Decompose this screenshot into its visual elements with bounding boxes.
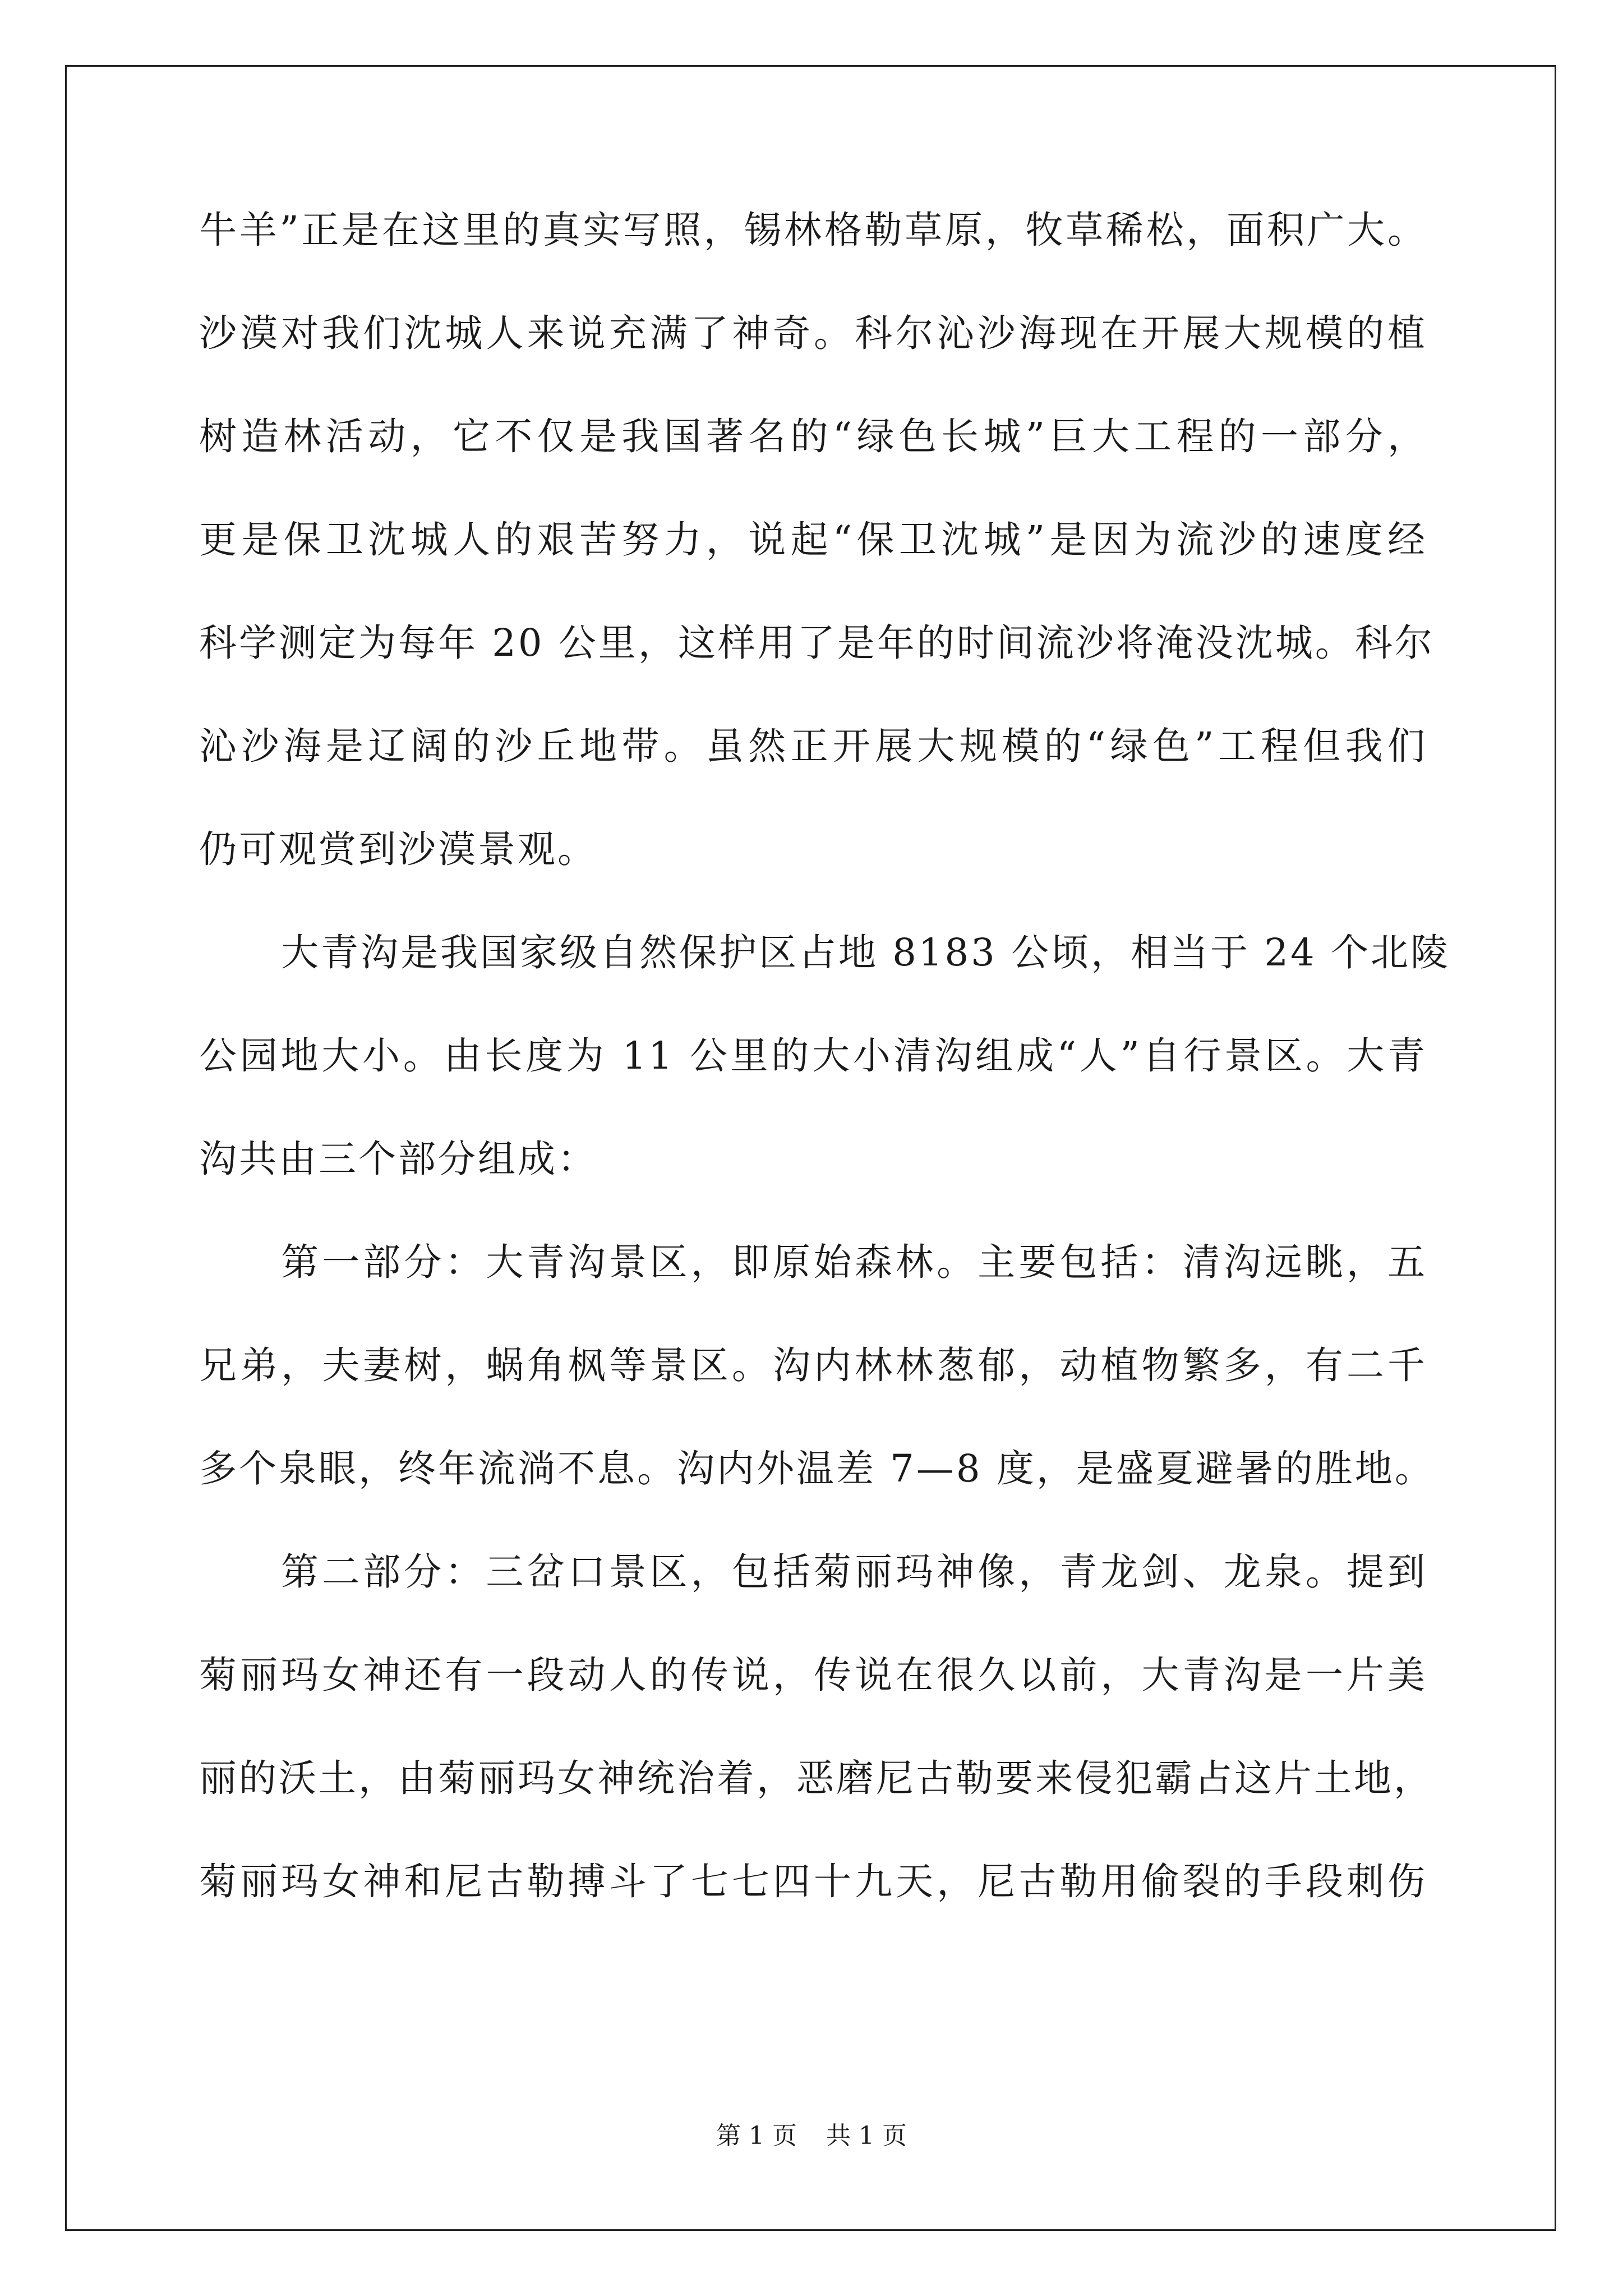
document-body: [199, 205, 1450, 1959]
text-line: 科学测定为每年 20 公里，这样用了是年的时间流沙将淹没沈城。科尔: [199, 621, 1435, 665]
paragraph-first-line: 第二部分：三岔口景区，包括菊丽玛神像，青龙剑、龙泉。提到: [281, 1550, 1427, 1594]
text-line: 牛羊”正是在这里的真实写照，锡林格勒草原，牧草稀松，面积广大。: [199, 208, 1427, 252]
text-line: 多个泉眼，终年流淌不息。沟内外温差 7—8 度，是盛夏避暑的胜地。: [199, 1447, 1435, 1490]
text-line: 公园地大小。由长度为 11 公里的大小清沟组成“人”自行景区。大青: [199, 1034, 1427, 1078]
page-total: 共 1 页: [826, 2122, 907, 2150]
paragraph-first-line: 大青沟是我国家级自然保护区占地 8183 公顷，相当于 24 个北陵: [281, 931, 1450, 974]
text-line: 菊丽玛女神还有一段动人的传说，传说在很久以前，大青沟是一片美: [199, 1653, 1427, 1697]
page-number: 第 1 页: [716, 2122, 797, 2150]
text-line: 兄弟，夫妻树，蜗角枫等景区。沟内林林葱郁，动植物繁多，有二千: [199, 1343, 1427, 1387]
text-line: 树造林活动，它不仅是我国著名的“绿色长城”巨大工程的一部分，: [199, 415, 1427, 458]
text-line: 菊丽玛女神和尼古勒搏斗了七七四十九天，尼古勒用偷裂的手段刺伤: [199, 1860, 1427, 1903]
text-line: 沙漠对我们沈城人来说充满了神奇。科尔沁沙海现在开展大规模的植: [199, 311, 1427, 355]
text-line: 仍可观赏到沙漠景观。: [199, 827, 597, 871]
text-line: 沟共由三个部分组成：: [199, 1137, 597, 1181]
text-line: 丽的沃土，由菊丽玛女神统治着，恶磨尼古勒要来侵犯霸占这片土地，: [199, 1756, 1433, 1800]
page-footer: [0, 2120, 1623, 2152]
text-line: 沁沙海是辽阔的沙丘地带。虽然正开展大规模的“绿色”工程但我们: [199, 724, 1427, 768]
text-line: 更是保卫沈城人的艰苦努力，说起“保卫沈城”是因为流沙的速度经: [199, 518, 1427, 562]
paragraph-first-line: 第一部分：大青沟景区，即原始森林。主要包括：清沟远眺，五: [281, 1240, 1427, 1284]
